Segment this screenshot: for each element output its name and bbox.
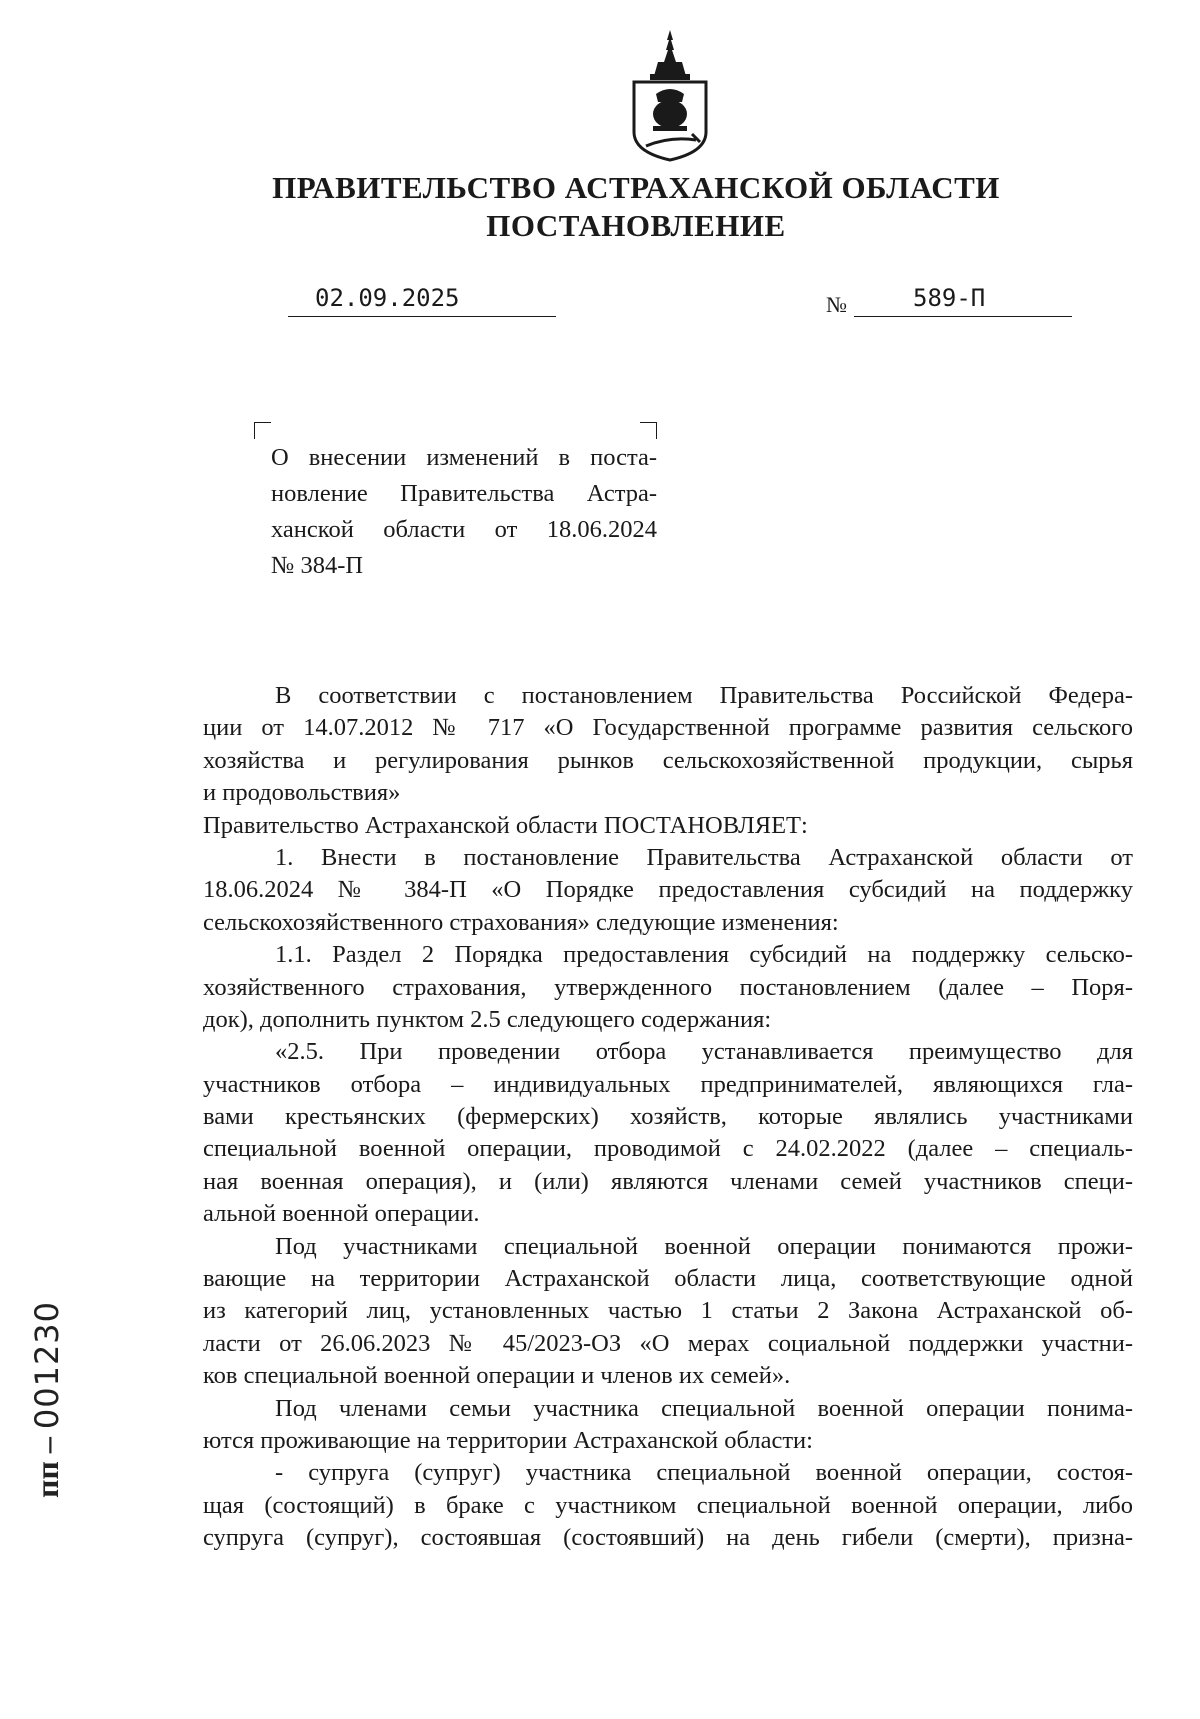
stamp-prefix: пп – — [29, 1437, 65, 1498]
body-line: сельскохозяйственного страхования» следующие изменения: — [203, 908, 839, 936]
document-date: 02.09.2025 — [315, 284, 460, 312]
body-line: и продовольствия» — [203, 779, 401, 807]
document-subject — [271, 440, 657, 584]
body-line: ная военная операция), и (или) являются членами семей участников специ- — [203, 1167, 1133, 1195]
document-body — [203, 680, 1133, 1555]
registration-stamp — [28, 1258, 68, 1498]
body-line: ков специальной военной операции и членов их семей». — [203, 1362, 791, 1390]
body-line: Под участниками специальной военной операции понимаются прожи- — [275, 1232, 1133, 1260]
body-line: Под членами семьи участника специальной военной операции понима- — [275, 1394, 1133, 1422]
subject-bracket-right — [640, 422, 657, 439]
body-line: ются проживающие на территории Астраханской области: — [203, 1426, 813, 1454]
subject-line: новление Правительства Астра- — [271, 480, 657, 507]
document-type-title: ПОСТАНОВЛЕНИЕ — [486, 208, 786, 243]
subject-line: О внесении изменений в поста- — [271, 444, 657, 471]
body-line: 1. Внести в постановление Правительства Астраханской области от — [275, 843, 1133, 871]
body-line: ции от 14.07.2012 № 717 «О Государственной программе развития сельского — [203, 714, 1133, 742]
subject-line: ханской области от 18.06.2024 — [271, 516, 657, 543]
body-line: вами крестьянских (фермерских) хозяйств, которые являлись участниками — [203, 1103, 1133, 1131]
body-line: альной военной операции. — [203, 1200, 480, 1228]
body-line: супруга (супруг), состоявшая (состоявший) на день гибели (смерти), призна- — [203, 1524, 1133, 1552]
body-line: хозяйственного страхования, утвержденного постановлением (далее – Поря- — [203, 973, 1133, 1001]
body-line: хозяйства и регулирования рынков сельскохозяйственной продукции, сырья — [203, 746, 1133, 774]
subject-bracket-left — [254, 422, 271, 439]
number-sign: № — [826, 292, 847, 317]
body-line: «2.5. При проведении отбора устанавливается преимущество для — [275, 1038, 1133, 1066]
body-line: вающие на территории Астраханской области лица, соответствующие одной — [203, 1265, 1133, 1293]
organization-title: ПРАВИТЕЛЬСТВО АСТРАХАНСКОЙ ОБЛАСТИ — [272, 170, 1000, 205]
body-line: 18.06.2024 № 384-П «О Порядке предоставления субсидий на поддержку — [203, 876, 1133, 904]
subject-line: № 384-П — [271, 552, 364, 579]
body-line: 1.1. Раздел 2 Порядка предоставления субсидий на поддержку сельско- — [275, 941, 1133, 969]
document-number: 589-П — [913, 284, 986, 312]
coat-of-arms-icon — [620, 28, 720, 163]
body-line: специальной военной операции, проводимой с 24.02.2022 (далее – специаль- — [203, 1135, 1133, 1163]
body-line: Правительство Астраханской области ПОСТАНОВЛЯЕТ: — [203, 811, 808, 839]
body-line: - супруга (супруг) участника специальной военной операции, состоя- — [275, 1459, 1133, 1487]
body-line: В соответствии с постановлением Правительства Российской Федера- — [275, 682, 1133, 709]
body-line: из категорий лиц, установленных частью 1 статьи 2 Закона Астраханской об- — [203, 1297, 1133, 1325]
body-line: ласти от 26.06.2023 № 45/2023-ОЗ «О мерах социальной поддержки участни- — [203, 1329, 1133, 1357]
body-line: участников отбора – индивидуальных предпринимателей, являющихся гла- — [203, 1070, 1133, 1098]
body-line: док), дополнить пунктом 2.5 следующего содержания: — [203, 1005, 772, 1033]
body-line: щая (состоящий) в браке с участником специальной военной операции, либо — [203, 1491, 1133, 1519]
stamp-code: 001230 — [28, 1300, 66, 1430]
